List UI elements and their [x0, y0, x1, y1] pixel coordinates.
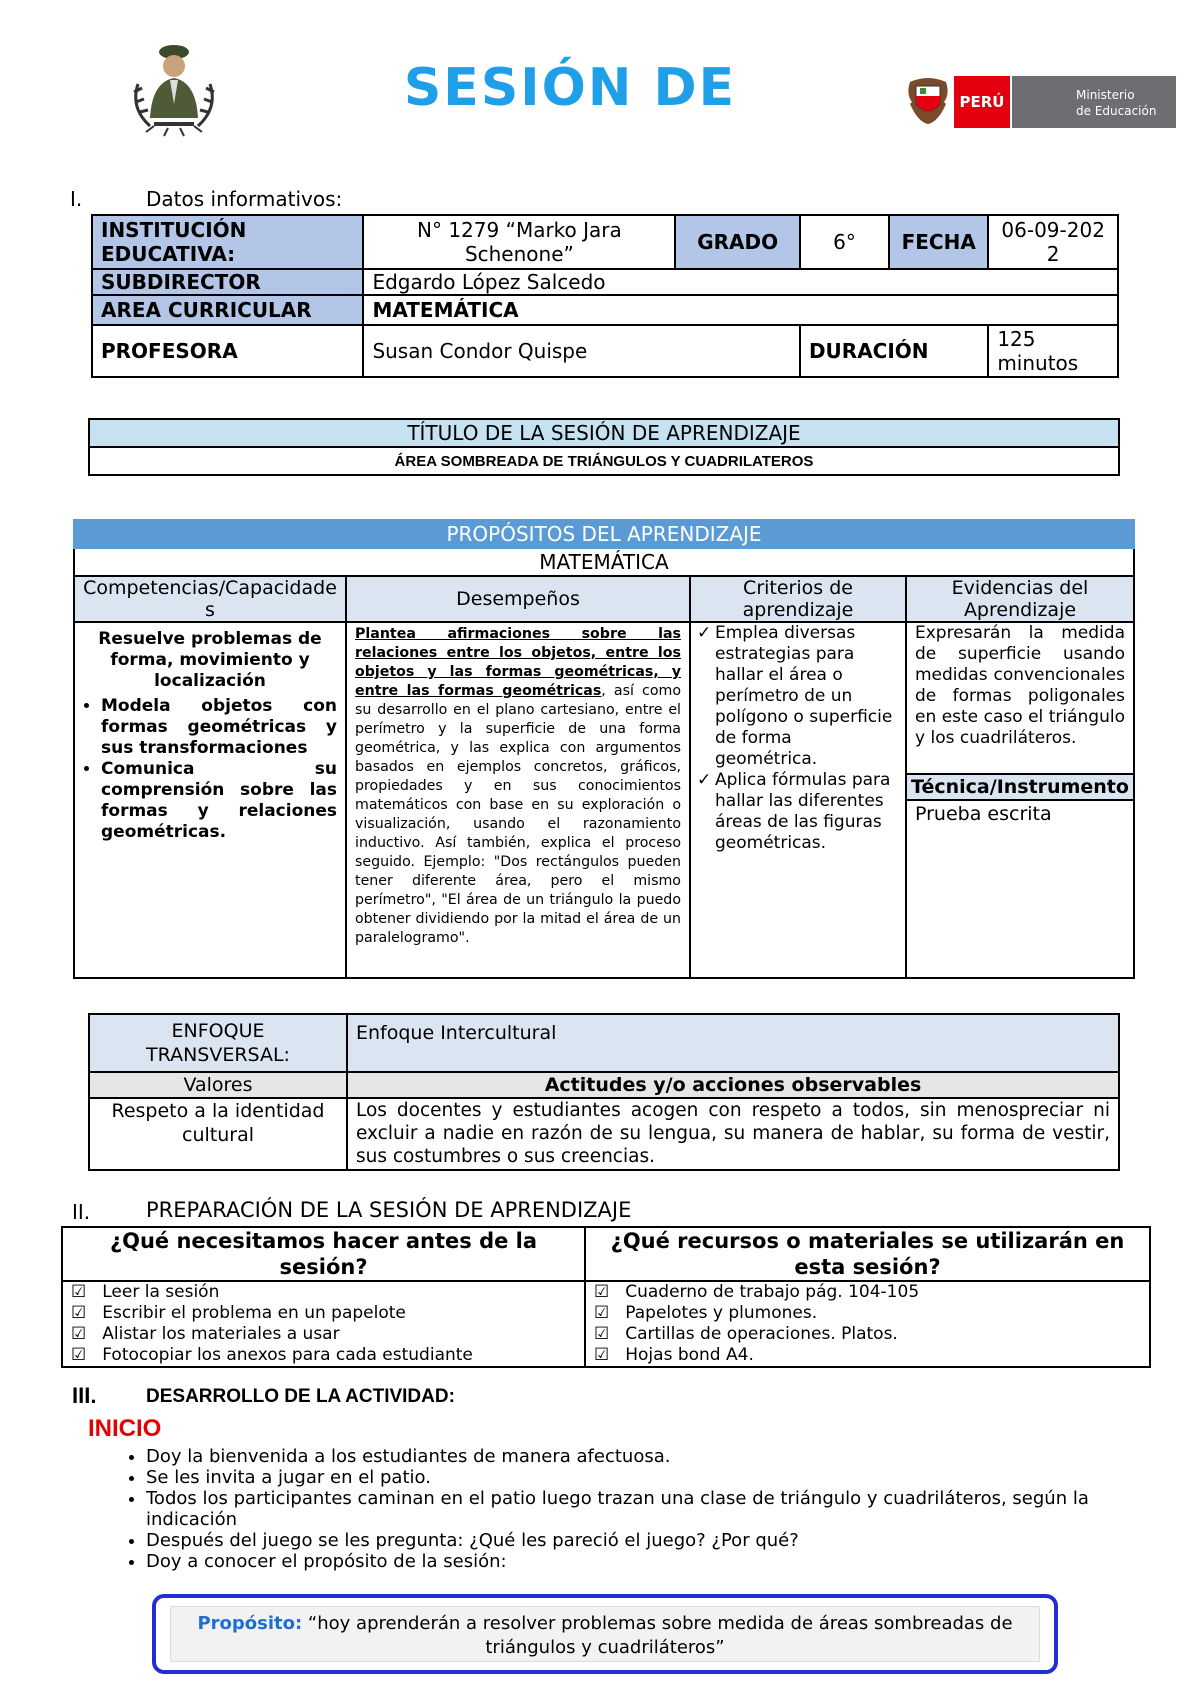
evidencia-text: Expresarán la medida de superficie usando medidas convencionales de formas poligonales en este caso el triángulo y los cuadriláteros.	[915, 623, 1125, 748]
ministry-logo	[954, 76, 1176, 128]
section-3-number: III.	[72, 1383, 97, 1408]
enfoque-table	[88, 1013, 1120, 1171]
section-3-title: DESARROLLO DE LA ACTIVIDAD:	[146, 1386, 455, 1407]
enfoque-label: ENFOQUE TRANSVERSAL:	[89, 1014, 347, 1072]
enfoque-value: Enfoque Intercultural	[347, 1014, 1119, 1072]
capacidad-item: • Modela objetos con formas geométricas y sus transformaciones	[101, 696, 337, 759]
fecha-label: FECHA	[889, 215, 988, 269]
profesora-value: Susan Condor Quispe	[363, 325, 800, 377]
inicio-item: • Todos los participantes caminan en el patio luego trazan una clase de triángulo y cuadriláteros, según la indicación	[146, 1488, 1156, 1530]
proposito-label: Propósito:	[197, 1613, 303, 1634]
datos-informativos-table	[91, 214, 1119, 378]
competencias-cell	[74, 622, 346, 978]
grado-value: 6°	[800, 215, 889, 269]
area-label: AREA CURRICULAR	[92, 295, 363, 325]
subdirector-label: SUBDIRECTOR	[92, 269, 363, 295]
proposito-box	[152, 1594, 1058, 1674]
ministry-line1: Ministerio	[1076, 88, 1135, 102]
col-valores: Valores	[89, 1072, 347, 1098]
evidencias-cell	[906, 622, 1134, 978]
recurso-item: ☑ Hojas bond A4.	[594, 1345, 1141, 1366]
titulo-header: TÍTULO DE LA SESIÓN DE APRENDIZAJE	[89, 419, 1119, 447]
propositos-area: MATEMÁTICA	[74, 548, 1134, 576]
fecha-value: 06-09-2022	[988, 215, 1118, 269]
recurso-item: ☑ Papelotes y plumones.	[594, 1303, 1141, 1324]
titulo-sesion-table	[88, 418, 1120, 476]
recursos-cell	[585, 1281, 1150, 1367]
col-antes: ¿Qué necesitamos hacer antes de la sesión?	[62, 1227, 585, 1281]
proposito-text: “hoy aprenderán a resolver problemas sobre medida de áreas sombreadas de triángulos y cuadriláteros”	[307, 1613, 1013, 1658]
propositos-header: PROPÓSITOS DEL APRENDIZAJE	[74, 520, 1134, 548]
peru-badge: PERÚ	[954, 76, 1010, 128]
antes-item: ☑ Escribir el problema en un papelote	[71, 1303, 576, 1324]
area-value: MATEMÁTICA	[363, 295, 1118, 325]
school-emblem	[124, 40, 224, 140]
tecnica-label: Técnica/Instrumento	[907, 773, 1133, 801]
valor-text: Respeto a la identidad cultural	[89, 1098, 347, 1170]
recurso-item: ☑ Cuaderno de trabajo pág. 104-105	[594, 1282, 1141, 1303]
antes-cell	[62, 1281, 585, 1367]
col-criterios: Criterios de aprendizaje	[690, 576, 906, 622]
col-actitudes: Actitudes y/o acciones observables	[347, 1072, 1119, 1098]
page-title: SESIÓN DE	[403, 58, 737, 118]
institucion-value: N° 1279 “Marko Jara Schenone”	[363, 215, 675, 269]
col-recursos: ¿Qué recursos o materiales se utilizarán en esta sesión?	[585, 1227, 1150, 1281]
col-competencias: Competencias/Capacidades	[74, 576, 346, 622]
preparacion-table	[61, 1226, 1151, 1368]
col-desempenos: Desempeños	[346, 576, 690, 622]
capacidad-item: • Comunica su comprensión sobre las formas y relaciones geométricas.	[101, 759, 337, 843]
inicio-item: • Después del juego se les pregunta: ¿Qué les pareció el juego? ¿Por qué?	[146, 1530, 1156, 1551]
competencia-text: Resuelve problemas de forma, movimiento y localización	[98, 629, 322, 691]
section-1-title: Datos informativos:	[146, 187, 343, 211]
recurso-item: ☑ Cartillas de operaciones. Platos.	[594, 1324, 1141, 1345]
grado-label: GRADO	[675, 215, 800, 269]
antes-item: ☑ Alistar los materiales a usar	[71, 1324, 576, 1345]
criterio-item: ✓ Emplea diversas estrategias para hallar el área o perímetro de un polígono o superficie de forma geométrica.	[697, 623, 899, 770]
propositos-table	[73, 519, 1135, 979]
section-2-title: PREPARACIÓN DE LA SESIÓN DE APRENDIZAJE	[146, 1198, 632, 1222]
inicio-item: • Doy la bienvenida a los estudiantes de manera afectuosa.	[146, 1446, 1156, 1467]
section-2-number: II.	[72, 1200, 91, 1224]
subdirector-value: Edgardo López Salcedo	[363, 269, 1118, 295]
desempeno-underlined: Plantea afirmaciones sobre las relaciones entre los objetos, entre los objetos y las formas geométricas, y entre las formas geométricas	[355, 626, 681, 699]
institucion-label: INSTITUCIÓN EDUCATIVA:	[92, 215, 363, 269]
desempenos-cell	[346, 622, 690, 978]
tecnica-value: Prueba escrita	[915, 803, 1052, 825]
inicio-item: • Doy a conocer el propósito de la sesión:	[146, 1551, 1156, 1572]
antes-item: ☑ Leer la sesión	[71, 1282, 576, 1303]
section-1-number: I.	[70, 187, 83, 211]
actitud-text: Los docentes y estudiantes acogen con respeto a todos, sin menospreciar ni excluir a nadie en razón de su lengua, su manera de hablar, su forma de vestir, sus costumbres o sus creencias.	[347, 1098, 1119, 1170]
coat-of-arms-icon	[906, 76, 950, 126]
profesora-label: PROFESORA	[92, 325, 363, 377]
titulo-value: ÁREA SOMBREADA DE TRIÁNGULOS Y CUADRILATEROS	[89, 447, 1119, 475]
inicio-heading: INICIO	[88, 1415, 162, 1442]
duracion-value: 125 minutos	[988, 325, 1118, 377]
duracion-label: DURACIÓN	[800, 325, 988, 377]
inicio-item: • Se les invita a jugar en el patio.	[146, 1467, 1156, 1488]
antes-item: ☑ Fotocopiar los anexos para cada estudiante	[71, 1345, 576, 1366]
criterio-item: ✓ Aplica fórmulas para hallar las diferentes áreas de las figuras geométricas.	[697, 770, 899, 854]
inicio-list	[108, 1446, 1156, 1572]
ministry-line2: de Educación	[1076, 104, 1157, 118]
criterios-cell	[690, 622, 906, 978]
col-evidencias: Evidencias del Aprendizaje	[906, 576, 1134, 622]
desempeno-rest: , así como su desarrollo en el plano cartesiano, entre el perímetro y la superficie de una forma geométrica, y las explica con argumentos basados en ejemplos concretos, gráficos, propiedades y en sus conocimientos matemáticos con base en su exploración o visualización, usando el razonamiento inductivo. Así también, explica el proceso seguido. Ejemplo: "Dos rectángulos pueden tener diferente área, pero el mismo perímetro", "El área de un triángulo la puedo obtener dividiendo por la mitad el área de un paralelogramo".	[355, 683, 681, 946]
